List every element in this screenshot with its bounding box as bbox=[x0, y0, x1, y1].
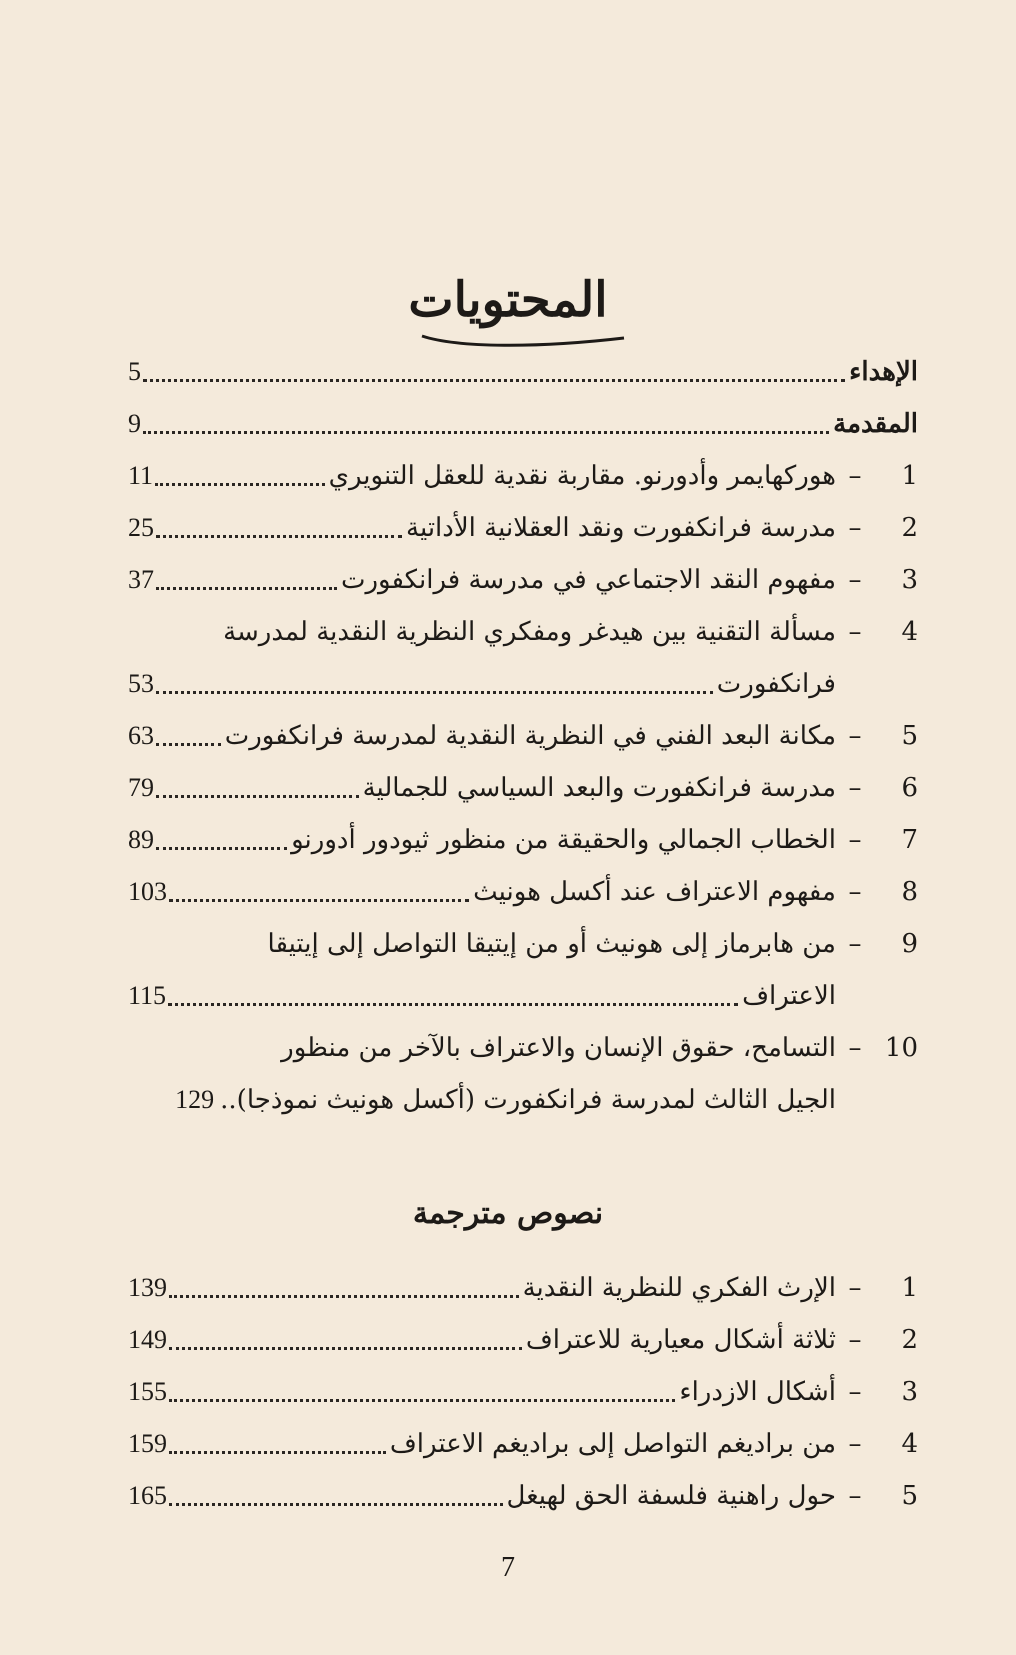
entry-number: 3 bbox=[901, 1377, 918, 1407]
entry-dash: – bbox=[848, 773, 862, 803]
dot-leader bbox=[168, 1003, 738, 1006]
dot-leader bbox=[155, 483, 325, 486]
entry-title: ثلاثة أشكال معيارية للاعتراف bbox=[525, 1325, 836, 1355]
page-folio-number: 7 bbox=[501, 1552, 515, 1583]
dot-leader bbox=[169, 899, 469, 902]
entry-title: مكانة البعد الفني في النظرية النقدية لمدرسة فرانكفورت bbox=[224, 721, 836, 751]
toc-entry-chapter-9[interactable] bbox=[128, 924, 918, 964]
toc-entry-chapter-1[interactable] bbox=[128, 456, 918, 496]
entry-number: 8 bbox=[901, 877, 918, 907]
entry-number: 5 bbox=[901, 721, 918, 751]
entry-title: التسامح، حقوق الإنسان والاعتراف بالآخر من منظور bbox=[281, 1033, 836, 1063]
toc-entry-chapter-4-cont[interactable] bbox=[128, 664, 918, 704]
toc-entry-translated-1[interactable] bbox=[128, 1268, 918, 1308]
entry-title: هوركهايمر وأدورنو. مقاربة نقدية للعقل التنويري bbox=[328, 461, 836, 491]
entry-number: 7 bbox=[901, 825, 918, 855]
toc-entry-chapter-8[interactable] bbox=[128, 872, 918, 912]
dot-leader bbox=[156, 587, 337, 590]
entry-page-number: 79 bbox=[128, 773, 154, 802]
entry-number: 2 bbox=[901, 513, 918, 543]
entry-title: الإهداء bbox=[849, 357, 918, 387]
entry-dash: – bbox=[848, 721, 862, 751]
dot-leader bbox=[169, 1295, 519, 1298]
entry-number: 2 bbox=[901, 1325, 918, 1355]
entry-number: 4 bbox=[901, 617, 918, 647]
entry-page-number: 139 bbox=[128, 1273, 167, 1302]
entry-page-number: 11 bbox=[128, 461, 154, 490]
toc-entry-chapter-6[interactable] bbox=[128, 768, 918, 808]
toc-entry-translated-2[interactable] bbox=[128, 1320, 918, 1360]
entry-dash: – bbox=[848, 1429, 862, 1459]
entry-title: من براديغم التواصل إلى براديغم الاعتراف bbox=[389, 1429, 836, 1459]
toc-entry-translated-3[interactable] bbox=[128, 1372, 918, 1412]
entry-page-number: 149 bbox=[128, 1325, 167, 1354]
entry-dash: – bbox=[848, 461, 862, 491]
toc-entry-chapter-10-cont[interactable] bbox=[128, 1080, 918, 1120]
toc-entry-introduction[interactable] bbox=[128, 404, 918, 444]
dot-leader bbox=[143, 379, 845, 382]
entry-title-continuation: فرانكفورت bbox=[716, 669, 836, 699]
entry-title: من هابرماز إلى هونيث أو من إيتيقا التواصل إلى إيتيقا bbox=[267, 929, 836, 959]
entry-dash: – bbox=[848, 825, 862, 855]
toc-entry-dedication[interactable] bbox=[128, 352, 918, 392]
page-title: المحتويات bbox=[408, 272, 608, 328]
entry-title: مسألة التقنية بين هيدغر ومفكري النظرية النقدية لمدرسة bbox=[223, 617, 836, 647]
entry-page-number: 103 bbox=[128, 877, 167, 906]
toc-entry-chapter-4[interactable] bbox=[128, 612, 918, 652]
entry-number: 10 bbox=[884, 1033, 918, 1063]
entry-number: 4 bbox=[901, 1429, 918, 1459]
entry-title: حول راهنية فلسفة الحق لهيغل bbox=[506, 1481, 836, 1511]
dot-leader bbox=[156, 743, 221, 746]
entry-dash: – bbox=[848, 877, 862, 907]
dot-leader bbox=[169, 1347, 522, 1350]
entry-dash: – bbox=[848, 1325, 862, 1355]
toc-entry-chapter-10[interactable] bbox=[128, 1028, 918, 1068]
dot-leader bbox=[143, 431, 829, 434]
entry-dash: – bbox=[848, 617, 862, 647]
toc-entry-chapter-9-cont[interactable] bbox=[128, 976, 918, 1016]
entry-title: أشكال الازدراء bbox=[679, 1377, 836, 1407]
entry-dash: – bbox=[848, 929, 862, 959]
toc-entry-chapter-3[interactable] bbox=[128, 560, 918, 600]
title-swash-decoration bbox=[418, 330, 628, 348]
toc-entry-chapter-2[interactable] bbox=[128, 508, 918, 548]
entry-title: مفهوم النقد الاجتماعي في مدرسة فرانكفورت bbox=[341, 565, 836, 595]
toc-entry-chapter-5[interactable] bbox=[128, 716, 918, 756]
entry-number: 3 bbox=[901, 565, 918, 595]
entry-page-number: 63 bbox=[128, 721, 154, 750]
entry-page-number: 159 bbox=[128, 1429, 167, 1458]
entry-number: 9 bbox=[901, 929, 918, 959]
entry-title: المقدمة bbox=[833, 409, 918, 439]
entry-number: 5 bbox=[901, 1481, 918, 1511]
dot-leader bbox=[156, 795, 359, 798]
entry-page-number: 89 bbox=[128, 825, 154, 854]
entry-dash: – bbox=[848, 1033, 862, 1063]
entry-title-continuation: الاعتراف bbox=[742, 981, 836, 1011]
entry-page-number: 25 bbox=[128, 513, 154, 542]
entry-title: مدرسة فرانكفورت والبعد السياسي للجمالية bbox=[362, 773, 836, 803]
section-heading: نصوص مترجمة bbox=[412, 1196, 604, 1231]
dot-leader bbox=[156, 691, 713, 694]
entry-title: مفهوم الاعتراف عند أكسل هونيث bbox=[473, 877, 836, 907]
entry-dash: – bbox=[848, 513, 862, 543]
entry-page-number: 165 bbox=[128, 1481, 167, 1510]
entry-dash: – bbox=[848, 1377, 862, 1407]
entry-page-number: 53 bbox=[128, 669, 154, 698]
entry-title-continuation: الجيل الثالث لمدرسة فرانكفورت (أكسل هونيث نموذجا).. bbox=[220, 1085, 836, 1115]
entry-page-number: 155 bbox=[128, 1377, 167, 1406]
entry-number: 1 bbox=[901, 1273, 918, 1303]
entry-title: مدرسة فرانكفورت ونقد العقلانية الأداتية bbox=[406, 513, 836, 543]
entry-number: 6 bbox=[901, 773, 918, 803]
toc-entry-translated-4[interactable] bbox=[128, 1424, 918, 1464]
dot-leader bbox=[156, 535, 402, 538]
entry-dash: – bbox=[848, 1273, 862, 1303]
toc-entry-chapter-7[interactable] bbox=[128, 820, 918, 860]
dot-leader bbox=[169, 1503, 503, 1506]
entry-page-number: 37 bbox=[128, 565, 154, 594]
entry-page-number: 129 bbox=[175, 1085, 215, 1114]
toc-entry-translated-5[interactable] bbox=[128, 1476, 918, 1516]
dot-leader bbox=[169, 1399, 675, 1402]
entry-page-number: 5 bbox=[128, 357, 141, 386]
entry-dash: – bbox=[848, 1481, 862, 1511]
entry-dash: – bbox=[848, 565, 862, 595]
entry-page-number: 9 bbox=[128, 409, 141, 438]
dot-leader bbox=[169, 1451, 386, 1454]
entry-title: الخطاب الجمالي والحقيقة من منظور ثيودور أدورنو bbox=[291, 825, 836, 855]
entry-number: 1 bbox=[901, 461, 918, 491]
dot-leader bbox=[156, 847, 287, 850]
entry-page-number: 115 bbox=[128, 981, 167, 1010]
entry-title: الإرث الفكري للنظرية النقدية bbox=[522, 1273, 836, 1303]
